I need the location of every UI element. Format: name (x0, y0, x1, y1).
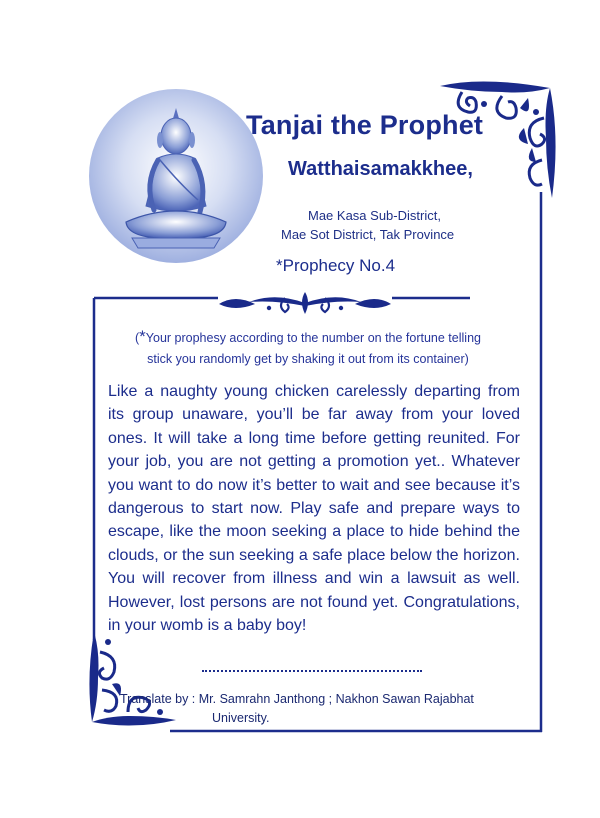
prophecy-text: Like a naughty young chicken carelessly departing from its group unaware, you’ll be far away from your loved ones. It will take a long time before getting reunited. For your job, you are not getting a promotion yet.. Whatever you want to do now it’s better to wait and see because it’s dangerous to start now. Play safe and prepare ways to escape, like the moon seeking a place to hide behind the clouds, or the sun seeking a safe place below the horizon. You will recover from illness and win a lawsuit as well. However, lost persons are not found yet. Congratulations, in your womb is a baby boy! (108, 383, 520, 635)
note-open-paren: ( (135, 331, 140, 345)
note-star: * (139, 327, 146, 346)
prophecy-number: *Prophecy No.4 (276, 256, 396, 275)
page-title: Tanjai the Prophet (246, 110, 484, 140)
dotted-separator (202, 670, 422, 676)
temple-name: Watthaisamakkhee, (288, 158, 473, 180)
prophecy-note (108, 326, 508, 370)
ornamental-divider-icon (215, 290, 395, 316)
translator-line-2: University. (212, 711, 270, 725)
note-line-2: stick you randomly get by shaking it out from its container) (147, 352, 469, 366)
translator-credit (120, 690, 520, 728)
note-line-1: Your prophesy according to the number on the fortune telling (145, 331, 481, 345)
translator-line-1: Translate by : Mr. Samrahn Janthong ; Nakhon Sawan Rajabhat (120, 692, 474, 706)
thai-ornament-corner-icon (432, 78, 560, 206)
address-line-2: Mae Sot District, Tak Province (281, 227, 455, 242)
address-line-1: Mae Kasa Sub-District, (308, 208, 441, 223)
